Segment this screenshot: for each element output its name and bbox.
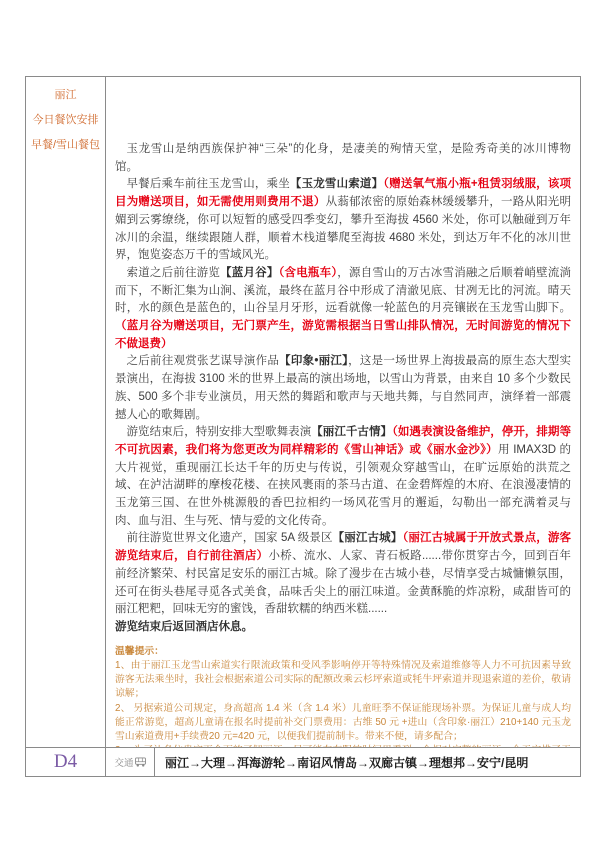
note-line: 1、由于丽江玉龙雪山索道实行限流政策和受风季影响停开等特殊情况及索道维修等人力不可抗因素导致游客无法乘坐时，我社会根据索道公司实际的配额改乘云杉坪索道或牦牛坪索道并现退索道的差价，敬请谅解； [115,659,571,700]
text-segment-red: （丽江古城属于开放式景点，游客游览结束后，自行前往酒店） [115,532,571,563]
paragraph [115,265,571,354]
notes-title: 温馨提示： [115,645,164,657]
paragraph [115,619,571,637]
transport-cell [106,748,155,776]
text-segment-normal: 早餐后乘车前往玉龙雪山，乘坐 [126,178,290,191]
text-segment-bold: 【丽江古城】 [332,532,403,545]
route-text: 丽江→大理→洱海游轮→南诏风情岛→双廊古镇→理想邦→安宁/昆明 [165,755,529,770]
notes-list [115,659,571,747]
text-segment-normal: 前往游览世界文化遗产，国家 5A 级景区 [126,532,333,545]
text-segment-bold: 游览结束后返回酒店休息。 [115,620,253,633]
paragraph [115,141,571,176]
text-segment-normal: 用 IMAX3D 的大片视觉，重现丽江长达千年的历史与传说，引领观众穿越雪山，在旷远原始的洪荒之域、在泸沽湖畔的摩梭花楼、在挟风裹雨的茶马古道、在金碧辉煌的木府、在浪漫凄情的玉龙第三国、在世外桃源般的香巴拉相约一场风花雪月的邂逅，勾勒出一部充满着灵与肉、血与泪、生与死、情与爱的文化传奇。 [115,443,571,527]
text-segment-normal: 索道之后前往游览 [126,266,221,279]
note-line: 2、 另据索道公司规定，身高超高 1.4 米（含 1.4 米）儿童旺季不保证能现场补票。为保证儿童与成人均能正常游览，超高儿童请在报名时提前补交门票费用：古维 50 元 +进山（含印象·丽江）210+140 元玉龙雪山索道费用+手续费20 元=420 元，以便我们提前制卡。带来不便，请多配合； [115,702,571,743]
meal-line: 早餐/雪山餐包 [30,139,101,151]
day-description-cell [106,77,580,747]
text-segment-normal: ，源自雪山的万古冰雪消融之后顺着峭壁流淌而下，不断汇集为山涧、溪流，最终在蓝月谷中形成了清澈见底、甘冽无比的河流。晴天时，水的颜色是蓝色的，山谷呈月牙形，远看就像一轮蓝色的月亮镶嵌在玉龙雪山脚下。 [115,266,572,315]
text-segment-red: （如遇表演设备维护，停开，排期等不可抗因素，我们将为您更改为同样精彩的《雪山神话》或《丽水金沙》） [115,426,572,456]
text-segment-normal: 小桥、流水、人家、青石板路......带你贯穿古今，回到百年前经济繁荣、村民富足安乐的丽江古城。除了漫步在古城小巷，尽情享受古城慵懒氛围，还可在街头巷尾寻觅各式美食，品味舌尖上的丽江味道。金黄酥脆的炸凉粉，咸甜皆可的丽江粑粑，回味无穷的蜜饯，香甜软糯的纳西米糕...... [115,550,571,616]
text-segment-red: （赠送氧气瓶小瓶+租赁羽绒服，该项目为赠送项目，如无需使用则费用不退） [115,178,571,209]
day-detail-row [26,77,580,747]
paragraph [115,353,571,424]
itinerary-table [25,76,581,777]
text-segment-bold: 【蓝月谷】 [220,266,279,279]
text-segment-normal: 之后前往观赏张艺谋导演作品 [126,355,280,368]
text-segment-red: （含电瓶车） [278,266,338,279]
paragraph [115,424,571,530]
text-segment-bold: 【丽江千古情】 [311,426,393,439]
text-segment-normal: ，这是一场世界上海拔最高的原生态大型实景演出，在海拔 3100 米的世界上最高的演出场地，以雪山为背景，由来自 10 多个少数民族、500 多个非专业演员，用天然的舞蹈和歌声与天地共舞，与自然同声，演绎着一部震撼人心的歌舞剧。 [115,355,572,421]
text-segment-normal: 从蓊郁浓密的原始森林缓缓攀升，一路从阳光明媚到云雾缭绕，你可以短暂的感受四季变幻，攀升至海拔 4560 米处，你可以触碰到万年冰川的余温，继续跟随人群，顺着木栈道攀爬至海拔 4680 米处，到达万年不化的冰川世界，饱览姿态万千的雪域风光。 [115,196,572,262]
bus-icon [135,757,146,767]
meal-line: 今日餐饮安排 [32,114,99,126]
meal-cell [26,77,106,747]
paragraph [115,530,571,619]
meal-line: 丽江 [54,89,77,101]
text-segment-normal: 玉龙雪山是纳西族保护神“三朵”的化身，是凄美的殉情天堂，是险秀奇美的冰川博物馆。 [115,143,571,173]
transport-label: 交通 [114,758,134,769]
transport-row [26,747,580,776]
text-segment-normal: 游览结束后，特别安排大型歌舞表演 [126,426,312,439]
itinerary-text [115,141,571,637]
day-label: D4 [26,748,106,776]
paragraph [115,176,571,265]
text-segment-bold: 【玉龙雪山索道】 [289,178,384,191]
text-segment-bold: 【印象•丽江】 [279,355,349,368]
text-segment-red: （蓝月谷为赠送项目，无门票产生，游览需根据当日雪山排队情况，无时间游览的情况下不做退费） [115,320,571,350]
